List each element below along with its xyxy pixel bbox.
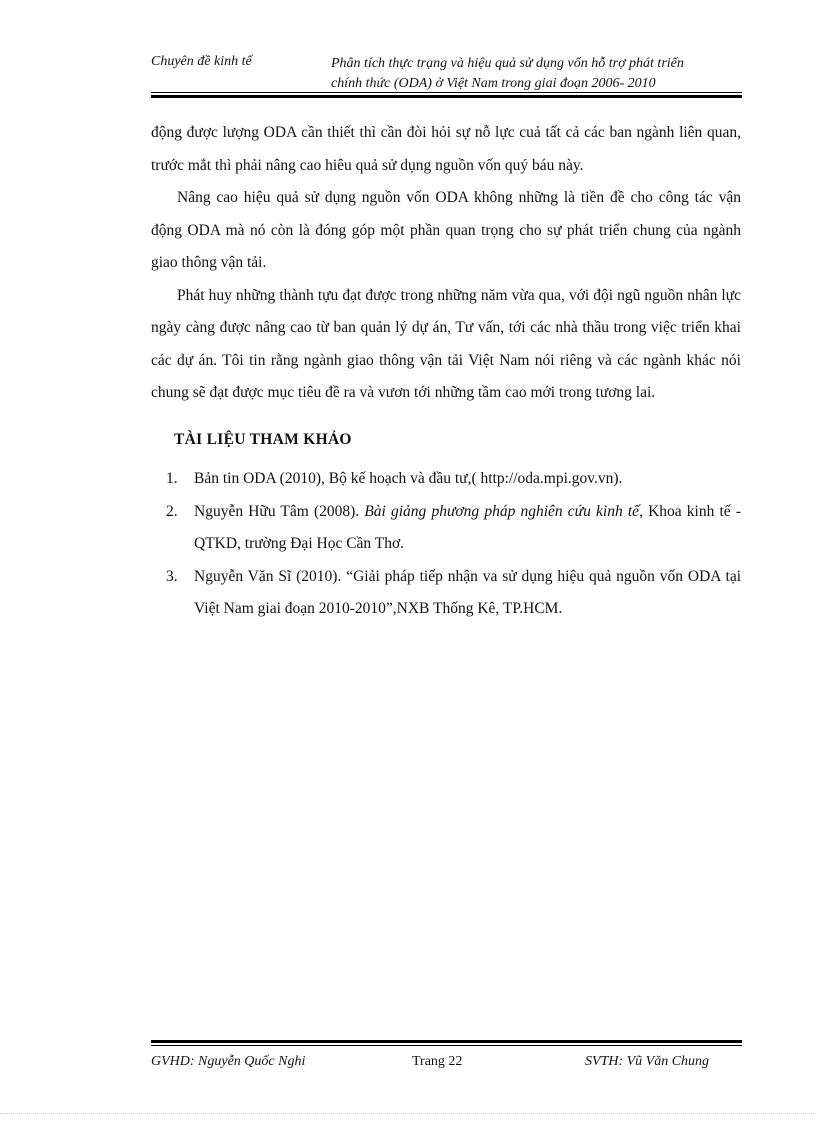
- reference-source: , Khoa kinh tế - QTKD, trường Đại Học Cần Thơ.: [194, 502, 741, 552]
- footer-divider-thick: [151, 1040, 742, 1043]
- body-paragraph-1: động được lượng ODA cần thiết thì cần đòi hỏi sự nỗ lực cuả tất cả các ban ngành liên quan, trước mắt thì phải nâng cao hiêu quả sử dụng nguồn vốn quý báu này.: [151, 124, 741, 174]
- body-paragraph-2: Nâng cao hiệu quả sử dụng nguồn vốn ODA không những là tiền đề cho công tác vận động ODA mà nó còn là đóng góp một phần quan trọng cho sự phát triển chung của ngành giao thông vận tải.: [151, 189, 741, 271]
- footer-advisor: GVHD: Nguyễn Quốc Nghi: [151, 1054, 306, 1069]
- reference-item-3: [166, 561, 741, 626]
- footer-divider-thin: [151, 1045, 742, 1046]
- reference-text: Bản tin ODA (2010), Bộ kế hoạch và đầu tư,( http://oda.mpi.gov.vn).: [194, 470, 623, 487]
- body-text: [151, 117, 741, 410]
- references-heading: TÀI LIỆU THAM KHẢO: [174, 431, 352, 448]
- footer-page-number: Trang 22: [412, 1054, 463, 1069]
- header-title-line-2: chính thức (ODA) ở Việt Nam trong giai đoạn 2006- 2010: [331, 76, 656, 91]
- reference-item-2: [166, 496, 741, 561]
- reference-author: Nguyễn Hữu Tâm (2008).: [194, 502, 365, 520]
- reference-number: 1.: [166, 470, 178, 487]
- reference-item-1: [166, 463, 741, 496]
- header-title-line-1: Phân tích thực trạng và hiệu quả sử dụng vốn hỗ trợ phát triển: [331, 56, 684, 71]
- page-bottom-edge: [0, 1113, 816, 1114]
- references-list: [166, 463, 741, 626]
- reference-text: Nguyễn Văn Sĩ (2010). “Giải pháp tiếp nhận va sử dụng hiệu quả nguồn vốn ODA tại Việt Nam giai đoạn 2010-2010”,NXB Thống Kê, TP.HCM.: [194, 567, 741, 617]
- reference-title: Bài giảng phương pháp nghiên cứu kinh tế: [364, 502, 640, 520]
- header-document-title: [331, 54, 741, 94]
- header-divider-thick: [151, 95, 742, 98]
- header-subject: Chuyên đề kinh tế: [151, 54, 252, 69]
- footer-student: SVTH: Vũ Văn Chung: [585, 1054, 710, 1069]
- reference-number: 2.: [166, 502, 178, 520]
- header-divider-thin: [151, 92, 742, 93]
- body-paragraph-3: Phát huy những thành tựu đạt được trong những năm vừa qua, với đội ngũ nguồn nhân lực ngày càng được nâng cao từ ban quản lý dự án, Tư vấn, tới các nhà thầu trong việc triển khai các dự án. Tôi tin rằng ngành giao thông vận tải Việt Nam nói riêng và các ngành khác nói chung sẽ đạt được mục tiêu đề ra và vươn tới những tầm cao mới trong tương lai.: [151, 286, 741, 401]
- reference-number: 3.: [166, 567, 178, 585]
